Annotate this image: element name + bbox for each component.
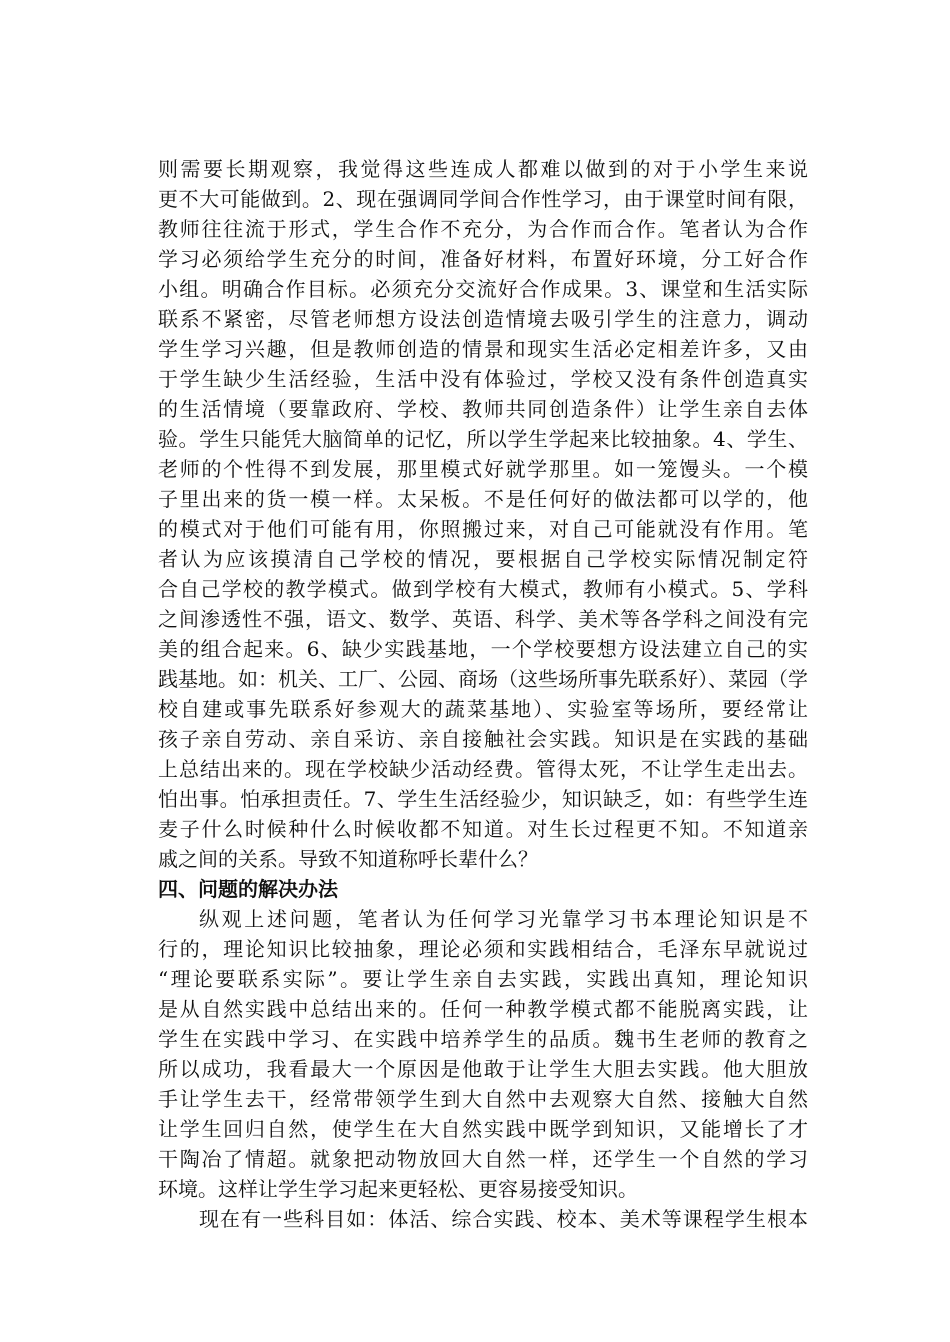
text-line: 上总结出来的。现在学校缺少活动经费。管得太死，不让学生走出去。 — [158, 757, 808, 781]
text-line: 更不大可能做到。2、现在强调同学间合作性学习，由于课堂时间有限， — [158, 187, 808, 211]
text-line: 现在有一些科目如：体活、综合实践、校本、美术等课程学生根本 — [199, 1207, 808, 1231]
text-line: 小组。明确合作目标。必须充分交流好合作成果。3、课堂和生活实际 — [158, 277, 808, 301]
text-line: 验。学生只能凭大脑简单的记忆，所以学生学起来比较抽象。4、学生、 — [158, 427, 808, 451]
text-line: 者认为应该摸清自己学校的情况，要根据自己学校实际情况制定符 — [158, 547, 808, 571]
text-line: 手让学生去干，经常带领学生到大自然中去观察大自然、接触大自然 — [158, 1087, 808, 1111]
paragraph-2 — [158, 904, 808, 1204]
text-line: 行的，理论知识比较抽象，理论必须和实践相结合，毛泽东早就说过 — [158, 937, 808, 961]
section-heading: 四、问题的解决办法 — [158, 877, 338, 901]
text-line: 学生在实践中学习、在实践中培养学生的品质。魏书生老师的教育之 — [158, 1027, 808, 1051]
text-line: 环境。这样让学生学习起来更轻松、更容易接受知识。 — [158, 1177, 638, 1201]
text-line: 联系不紧密，尽管老师想方设法创造情境去吸引学生的注意力，调动 — [158, 307, 808, 331]
text-line: 纵观上述问题，笔者认为任何学习光靠学习书本理论知识是不 — [199, 907, 808, 931]
document-body — [158, 154, 808, 1234]
text-line: 孩子亲自劳动、亲自采访、亲自接触社会实践。知识是在实践的基础 — [158, 727, 808, 751]
text-line: 则需要长期观察，我觉得这些连成人都难以做到的对于小学生来说 — [158, 157, 808, 181]
text-line: 干陶冶了情超。就象把动物放回大自然一样，还学生一个自然的学习 — [158, 1147, 808, 1171]
text-line: 合自己学校的教学模式。做到学校有大模式，教师有小模式。5、学科 — [158, 577, 808, 601]
text-line: “理论要联系实际”。要让学生亲自去实践，实践出真知，理论知识 — [158, 967, 808, 991]
text-line: 子里出来的货一模一样。太呆板。不是任何好的做法都可以学的，他 — [158, 487, 808, 511]
text-line: 麦子什么时候种什么时候收都不知道。对生长过程更不知。不知道亲 — [158, 817, 808, 841]
text-line: 怕出事。怕承担责任。7、学生生活经验少，知识缺乏，如：有些学生连 — [158, 787, 808, 811]
text-line: 是从自然实践中总结出来的。任何一种教学模式都不能脱离实践，让 — [158, 997, 808, 1021]
paragraph-3 — [158, 1204, 808, 1234]
paragraph-1 — [158, 154, 808, 874]
text-line: 学生学习兴趣，但是教师创造的情景和现实生活必定相差许多，又由 — [158, 337, 808, 361]
text-line: 学习必须给学生充分的时间，准备好材料，布置好环境，分工好合作 — [158, 247, 808, 271]
text-line: 戚之间的关系。导致不知道称呼长辈什么？ — [158, 847, 538, 871]
text-line: 校自建或事先联系好参观大的蔬菜基地）、实验室等场所，要经常让 — [158, 697, 808, 721]
text-line: 教师往往流于形式，学生合作不充分，为合作而合作。笔者认为合作 — [158, 217, 808, 241]
text-line: 所以成功，我看最大一个原因是他敢于让学生大胆去实践。他大胆放 — [158, 1057, 808, 1081]
text-line: 老师的个性得不到发展，那里模式好就学那里。如一笼馒头。一个模 — [158, 457, 808, 481]
text-line: 的生活情境（要靠政府、学校、教师共同创造条件）让学生亲自去体 — [158, 397, 808, 421]
text-line: 让学生回归自然，使学生在大自然实践中既学到知识，又能增长了才 — [158, 1117, 808, 1141]
text-line: 于学生缺少生活经验，生活中没有体验过，学校又没有条件创造真实 — [158, 367, 808, 391]
text-line: 之间渗透性不强，语文、数学、英语、科学、美术等各学科之间没有完 — [158, 607, 808, 631]
text-line: 的模式对于他们可能有用，你照搬过来，对自己可能就没有作用。笔 — [158, 517, 808, 541]
text-line: 践基地。如：机关、工厂、公园、商场（这些场所事先联系好）、菜园（学 — [158, 667, 808, 691]
text-line: 美的组合起来。6、缺少实践基地，一个学校要想方设法建立自己的实 — [158, 637, 808, 661]
